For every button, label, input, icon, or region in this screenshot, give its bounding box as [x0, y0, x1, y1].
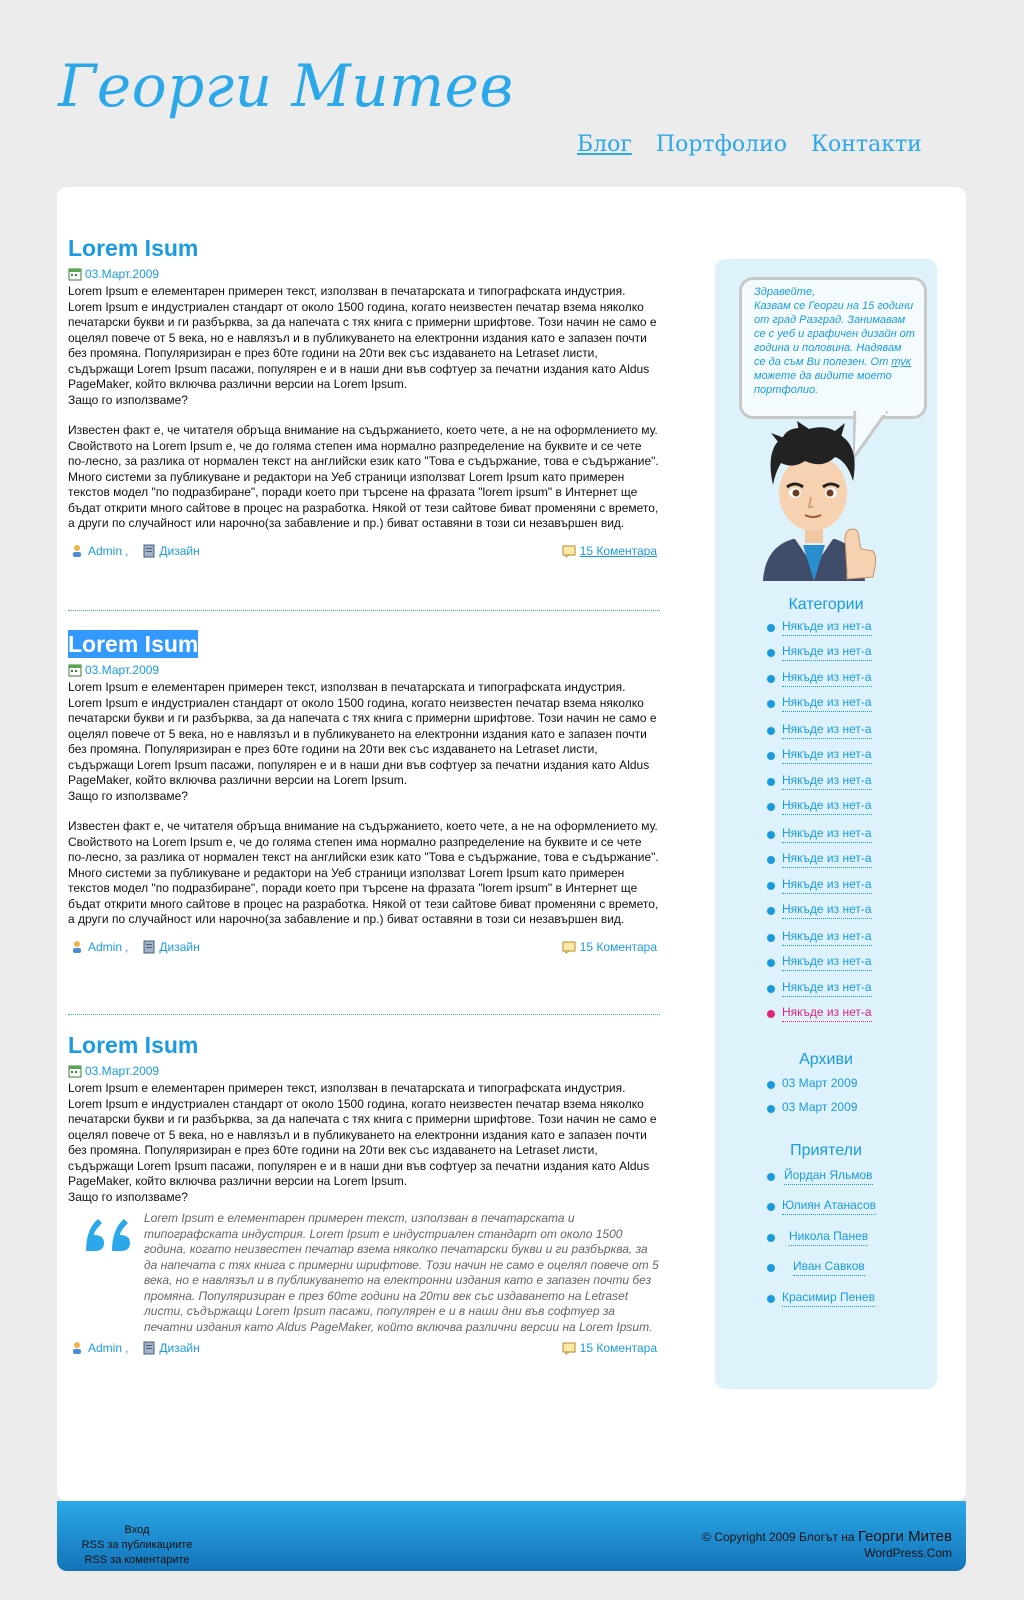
author-link[interactable]: Admin — [88, 1341, 123, 1355]
bullet-icon — [767, 831, 775, 839]
comments-meta — [562, 940, 657, 954]
author-link[interactable]: Admin — [88, 543, 123, 558]
post-meta — [68, 1341, 660, 1361]
calendar-icon — [68, 267, 82, 281]
category-item-link[interactable]: Някъде из нет-а — [782, 826, 872, 843]
login-link[interactable]: Вход — [124, 1524, 150, 1536]
powered-by: WordPress.Com — [864, 1546, 952, 1560]
bullet-icon — [767, 1295, 775, 1303]
post-paragraph: Lorem Ipsum е елементарен примерен текст, използван в печатарската и типографската индустрия. Lorem Ipsum е индустриален стандарт от около 1500 година, когато неизвестен печатар взема няколко печатарски букви и ги разбърква, за да напечата с тях книга с примерни шрифтове. Този начин не само е оцелял повече от 5 века, но е навлязъл и в публикуването на електронни издания като е запазен почти без промяна. Популяризиран е през 60те години на 20ти век със издаването на Letraset листи, съдържащи Lorem Ipsum пасажи, популярен е и в наши дни във софтуер за печатни издания като Aldus PageMaker, който включва различни версии на Lorem Ipsum. — [68, 680, 657, 787]
author-meta: Admin , — [71, 940, 128, 954]
comment-icon — [562, 1341, 576, 1355]
post-date — [68, 1063, 660, 1079]
post — [68, 630, 660, 960]
list-item — [715, 695, 937, 713]
comments-link[interactable]: 15 Коментара — [579, 543, 657, 558]
list-item — [715, 670, 937, 688]
category-meta — [142, 544, 199, 558]
list-item — [715, 929, 937, 947]
comments-meta — [562, 544, 657, 558]
category-meta — [142, 1341, 199, 1355]
user-icon — [71, 940, 85, 954]
post-date — [68, 266, 660, 282]
post-title[interactable]: Lorem Isum — [68, 235, 199, 261]
avatar — [749, 421, 879, 581]
quote-icon — [82, 1213, 134, 1253]
category-item-link[interactable]: Някъде из нет-а — [782, 644, 872, 661]
category-item-link[interactable]: Някъде из нет-а — [782, 798, 872, 815]
post-date — [68, 662, 660, 678]
calendar-icon — [68, 1064, 82, 1078]
bullet-icon — [767, 934, 775, 942]
folder-icon — [142, 1341, 156, 1355]
bullet-icon — [767, 907, 775, 915]
bullet-icon — [767, 649, 775, 657]
list-item — [715, 798, 937, 816]
post-body — [68, 1081, 660, 1205]
rss-posts-link[interactable]: RSS за публикациите — [81, 1539, 193, 1551]
list-item — [715, 1259, 937, 1277]
list-item — [715, 877, 937, 895]
post-subheading: Защо го използваме? — [68, 392, 188, 407]
list-item — [715, 1290, 937, 1308]
list-item — [715, 826, 937, 844]
category-item-link[interactable]: Някъде из нет-а — [782, 1005, 872, 1022]
list-item — [715, 722, 937, 740]
rss-comments-link[interactable]: RSS за коментарите — [84, 1554, 190, 1566]
folder-icon — [142, 544, 156, 558]
main-nav — [577, 132, 922, 157]
bio-body: Казвам се Георги на 15 години от град Разград. Занимавам се с уеб и графичен дизайн от година и половина. Надявам се да съм Ви полезен. От — [754, 300, 915, 368]
post-title[interactable]: Lorem Isum — [68, 1032, 199, 1058]
bullet-icon — [767, 1081, 775, 1089]
category-item-link[interactable]: Някъде из нет-а — [782, 619, 872, 636]
post-paragraph: Известен факт е, че читателя обръща внимание на съдържанието, което чете, а не на оформлението му. Свойството на Lorem Ipsum е, че до голяма степен има нормално разпределение на буквите и се чете по-лесно, за разлика от нормален текст на английски език като "Това е съдържание, това е съдържание". Много системи за публикуване и редактори на Уеб страници използват Lorem Ipsum като примерен текстов модел "по подразбиране", поради което при търсене на фразата "lorem ipsum" в Интернет ще бъдат открити много сайтове в процес на разработка. Някой от тези сайтове биват променяни с времето, а други по случайност или нарочно(за забавление и пр.) биват оставяни в този си незавършен вид. — [68, 423, 659, 530]
category-item-link[interactable]: Някъде из нет-а — [782, 851, 872, 868]
friend-link[interactable]: Красимир Пенев — [782, 1290, 875, 1307]
list-item — [715, 1229, 937, 1247]
comments-meta — [562, 1341, 657, 1355]
friend-link[interactable]: Никола Панев — [789, 1229, 868, 1246]
bullet-icon — [767, 1264, 775, 1272]
list-item — [715, 747, 937, 765]
category-item-link[interactable]: Някъде из нет-а — [782, 722, 872, 739]
bullet-icon — [767, 1010, 775, 1018]
categories-heading: Категории — [788, 596, 864, 613]
list-item — [715, 1198, 937, 1216]
list-item — [715, 644, 937, 662]
nav-portfolio[interactable]: Портфолио — [655, 132, 787, 157]
footer-brand: Георги Митев — [857, 1528, 952, 1545]
category-item-link[interactable]: Някъде из нет-а — [782, 980, 872, 997]
post-paragraph: Lorem Ipsum е елементарен примерен текст, използван в печатарската и типографската индустрия. Lorem Ipsum е индустриален стандарт от около 1500 година, когато неизвестен печатар взема няколко печатарски букви и ги разбърква, за да напечата с тях книга с примерни шрифтове. Този начин не само е оцелял повече от 5 века, но е навлязъл и в публикуването на електронни издания като е запазен почти без промяна. Популяризиран е през 60те години на 20ти век със издаването на Letraset листи, съдържащи Lorem Ipsum пасажи, популярен е и в наши дни във софтуер за печатни издания като Aldus PageMaker, който включва различни версии на Lorem Ipsum. — [68, 1081, 657, 1188]
post-separator — [68, 1014, 660, 1015]
post-body — [68, 284, 660, 532]
post-subheading: Защо го използваме? — [68, 788, 188, 803]
category-item-link[interactable]: Някъде из нет-а — [782, 747, 872, 764]
category-item-link[interactable]: Някъде из нет-а — [782, 954, 872, 971]
archives-heading: Архиви — [799, 1051, 853, 1068]
list-item — [715, 1005, 937, 1023]
author-meta: Admin , — [71, 544, 128, 558]
category-meta — [142, 940, 199, 954]
bullet-icon — [767, 624, 775, 632]
bullet-icon — [767, 803, 775, 811]
category-item-link[interactable]: Някъде из нет-а — [782, 670, 872, 687]
footer-links — [57, 1523, 217, 1568]
bio-tail: можете да видите моето портфолио. — [754, 370, 892, 396]
bullet-icon — [767, 959, 775, 967]
friend-link[interactable]: Иван Савков — [793, 1259, 865, 1276]
post-title[interactable]: Lorem Isum — [68, 631, 199, 657]
comment-icon — [562, 940, 576, 954]
copyright-text: © Copyright 2009 Блогът на — [702, 1530, 855, 1544]
list-item — [715, 980, 937, 998]
archive-link[interactable]: 03 Март 2009 — [782, 1076, 858, 1090]
comments-link[interactable]: 15 Коментара — [579, 1341, 657, 1355]
post-meta — [68, 940, 660, 960]
post-blockquote — [82, 1211, 660, 1335]
bullet-icon — [767, 778, 775, 786]
comment-icon — [562, 544, 576, 558]
folder-icon — [142, 940, 156, 954]
user-icon — [71, 1341, 85, 1355]
bullet-icon — [767, 727, 775, 735]
friend-link[interactable]: Йордан Яльмов — [784, 1168, 873, 1185]
bullet-icon — [767, 1105, 775, 1113]
archive-link[interactable]: 03 Март 2009 — [782, 1100, 858, 1114]
list-item — [715, 1168, 937, 1186]
friends-heading: Приятели — [790, 1142, 862, 1159]
bullet-icon — [767, 1234, 775, 1242]
bullet-icon — [767, 1203, 775, 1211]
category-item-link[interactable]: Някъде из нет-а — [782, 695, 872, 712]
content-container — [57, 187, 966, 1501]
user-icon — [71, 544, 85, 558]
category-item-link[interactable]: Някъде из нет-а — [782, 773, 872, 790]
author-meta: Admin , — [71, 1341, 128, 1355]
list-item — [715, 619, 937, 637]
bullet-icon — [767, 882, 775, 890]
speech-bubble — [739, 277, 927, 419]
nav-contacts[interactable]: Контакти — [810, 132, 922, 157]
post-separator — [68, 610, 660, 611]
list-item — [715, 851, 937, 869]
post-paragraph: Известен факт е, че читателя обръща внимание на съдържанието, което чете, а не на оформлението му. Свойството на Lorem Ipsum е, че до голяма степен има нормално разпределение на буквите и се чете по-лесно, за разлика от нормален текст на английски език като "Това е съдържание, това е съдържание". Много системи за публикуване и редактори на Уеб страници използват Lorem Ipsum като примерен текстов модел "по подразбиране", поради което при търсене на фразата "lorem ipsum" в Интернет ще бъдат открити много сайтове в процес на разработка. Някой от тези сайтове биват променяни с времето, а други по случайност или нарочно(за забавление и пр.) биват оставяни в този си незавършен вид. — [68, 819, 659, 926]
sidebar — [715, 259, 937, 1389]
bullet-icon — [767, 856, 775, 864]
footer-copyright — [702, 1529, 952, 1561]
post-paragraph: Lorem Ipsum е елементарен примерен текст, използван в печатарската и типографската индустрия. Lorem Ipsum е индустриален стандарт от около 1500 година, когато неизвестен печатар взема няколко печатарски букви и ги разбърква, за да напечата с тях книга с примерни шрифтове. Този начин не само е оцелял повече от 5 века, но е навлязъл и в публикуването на електронни издания като е запазен почти без промяна. Популяризиран е през 60те години на 20ти век със издаването на Letraset листи, съдържащи Lorem Ipsum пасажи, популярен е и в наши дни във софтуер за печатни издания като Aldus PageMaker, който включва различни версии на Lorem Ipsum. — [68, 284, 657, 391]
portfolio-link[interactable]: тук — [891, 356, 911, 368]
friend-link[interactable]: Юлиян Атанасов — [782, 1198, 876, 1215]
post-date-link[interactable]: 03.Март.2009 — [85, 663, 160, 677]
comments-link[interactable]: 15 Коментара — [579, 939, 657, 954]
category-item-link[interactable]: Някъде из нет-а — [782, 877, 872, 894]
post — [68, 1031, 660, 1361]
post-body — [68, 680, 660, 928]
category-item-link[interactable]: Някъде из нет-а — [782, 902, 872, 919]
category-item-link[interactable]: Някъде из нет-а — [782, 929, 872, 946]
bio-text — [742, 280, 924, 397]
post-subheading: Защо го използваме? — [68, 1189, 188, 1204]
category-link[interactable]: Дизайн — [159, 1341, 200, 1355]
bullet-icon — [767, 700, 775, 708]
author-link[interactable]: Admin — [88, 939, 123, 954]
bullet-icon — [767, 1173, 775, 1181]
post-date-link[interactable]: 03.Март.2009 — [85, 1064, 160, 1078]
list-item — [715, 902, 937, 920]
post-date-link[interactable]: 03.Март.2009 — [85, 267, 160, 281]
bullet-icon — [767, 985, 775, 993]
site-title[interactable]: Георги Митев — [58, 52, 514, 120]
bullet-icon — [767, 752, 775, 760]
category-link[interactable]: Дизайн — [159, 543, 200, 558]
quote-text: Lorem Ipsum е елементарен примерен текст, използван в печатарската и типографската индустрия. Lorem Ipsum е индустриален стандарт от около 1500 година, когато неизвестен печатар взема няколко печатарски букви и ги разбърква, за да напечата с тях книга с примерни шрифтове. Този начин не само е оцелял повече от 5 века, но е навлязъл и в публикуването на електронни издания като е запазен почти без промяна. Популяризиран е през 60те години на 20ти век със издаването на Letraset листи, съдържащи Lorem Ipsum пасажи, популярен е и в наши дни във софтуер за печатни издания като Aldus PageMaker, който включва различни версии на Lorem Ipsum. — [144, 1211, 659, 1334]
list-item — [715, 1100, 937, 1118]
post-meta — [68, 544, 660, 564]
list-item — [715, 773, 937, 791]
post — [68, 234, 660, 564]
bio-greeting: Здравейте, — [754, 286, 816, 298]
nav-blog[interactable]: Блог — [577, 132, 632, 157]
category-link[interactable]: Дизайн — [159, 939, 200, 954]
list-item — [715, 1076, 937, 1094]
list-item — [715, 954, 937, 972]
bullet-icon — [767, 675, 775, 683]
footer — [57, 1501, 966, 1571]
calendar-icon — [68, 663, 82, 677]
